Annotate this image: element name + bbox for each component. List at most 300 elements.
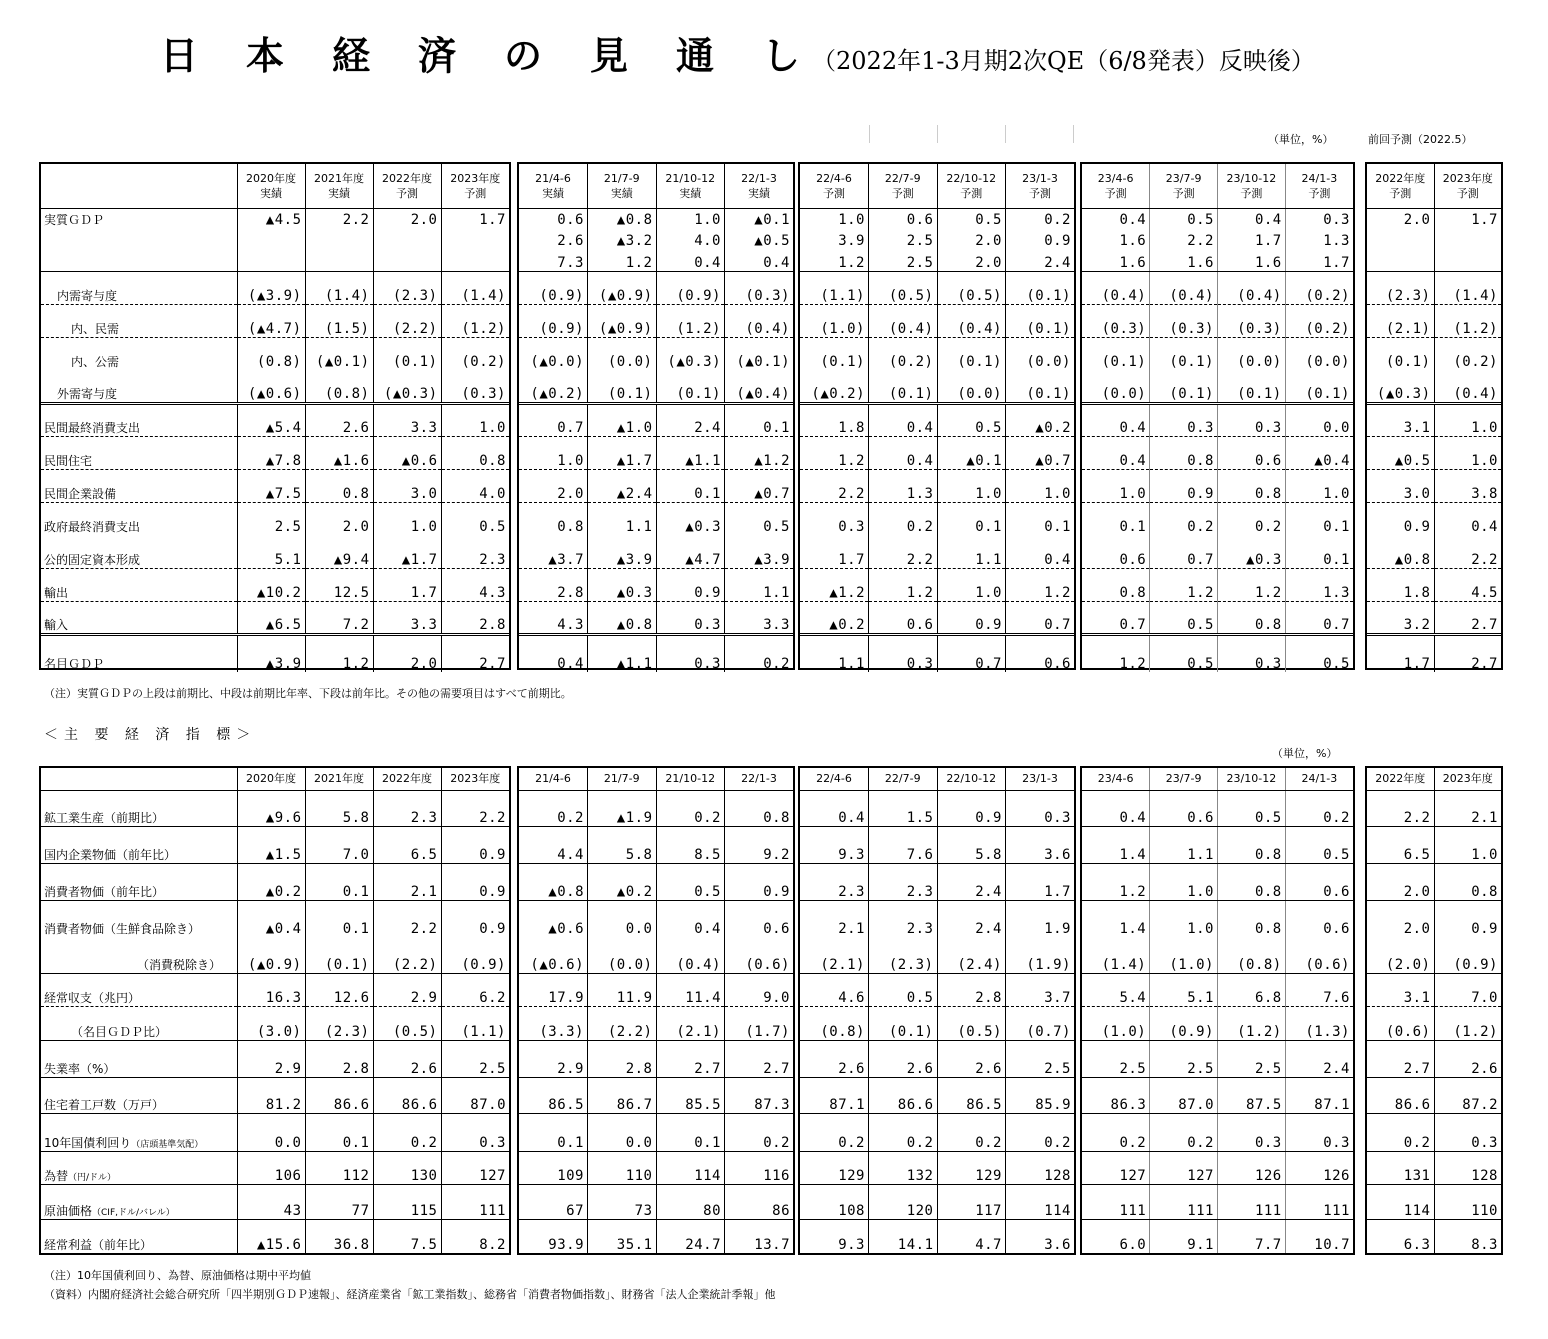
- data-cell: 0.3: [1218, 634, 1286, 672]
- row-label-text: 内需寄与度: [57, 288, 118, 303]
- table-row: [1082, 337, 1353, 370]
- data-cell: 3.1: [1367, 403, 1434, 436]
- header-period: 21/7-9: [603, 171, 640, 185]
- table2-q2-block: [798, 766, 1076, 1255]
- section-title: ＜主 要 経 済 指 標＞: [44, 727, 257, 743]
- row-label: [41, 1007, 237, 1041]
- table-row: [1367, 973, 1501, 1007]
- table-row: [1367, 601, 1501, 634]
- data-cell: 0.2: [1218, 502, 1286, 535]
- table-row: [41, 864, 509, 901]
- data-cell: 0.2: [1150, 502, 1218, 535]
- data-cell: 1.0: [519, 436, 588, 469]
- data-cell: 0.4: [1434, 502, 1501, 535]
- table-row: [1367, 436, 1501, 469]
- data-cell: 2.0: [373, 208, 441, 228]
- data-cell: 0.7: [1285, 601, 1353, 634]
- data-cell: ▲9.6: [237, 790, 305, 827]
- data-cell: 9.3: [800, 827, 869, 864]
- data-cell: 7.7: [1218, 1219, 1286, 1253]
- table-row: [519, 1185, 793, 1220]
- data-cell: 1.8: [800, 403, 869, 436]
- table-row: [41, 304, 509, 337]
- data-cell: 0.1: [305, 864, 373, 901]
- table-row: [41, 370, 509, 403]
- data-cell: 1.1: [588, 502, 657, 535]
- data-cell: (0.1): [1006, 370, 1075, 403]
- data-cell: ▲3.7: [519, 535, 588, 568]
- header-period: 2022年度: [1375, 171, 1426, 185]
- table-row: [1367, 568, 1501, 601]
- row-label: [41, 337, 237, 370]
- header-status: 予測: [1029, 186, 1051, 200]
- table-row: [519, 634, 793, 672]
- data-cell: (▲4.7): [237, 304, 305, 337]
- header-period: 22/1-3: [741, 171, 777, 185]
- data-cell: ▲4.7: [656, 535, 725, 568]
- data-cell: (1.5): [305, 304, 373, 337]
- row-label: [41, 601, 237, 634]
- header-status: 予測: [1172, 186, 1195, 200]
- data-cell: (0.4): [1218, 271, 1286, 304]
- header-period: 23/4-6: [1097, 171, 1134, 185]
- data-cell: ▲3.9: [725, 535, 794, 568]
- table-row: [41, 271, 509, 304]
- header-status: 実績: [748, 186, 770, 200]
- data-cell: 1.7: [1285, 249, 1353, 271]
- data-cell: (0.2): [1285, 304, 1353, 337]
- data-cell: (1.2): [1434, 304, 1501, 337]
- data-cell: (▲0.9): [237, 937, 305, 974]
- data-cell: (2.4): [937, 937, 1006, 974]
- data-cell: 0.6: [1006, 634, 1075, 672]
- table-row: [1082, 973, 1353, 1007]
- table-row: [519, 1077, 793, 1114]
- table-row: [800, 403, 1074, 436]
- data-cell: 2.9: [237, 1040, 305, 1077]
- data-cell: 2.5: [869, 249, 938, 271]
- data-cell: (▲0.3): [656, 337, 725, 370]
- data-cell: 1.0: [1082, 469, 1150, 502]
- data-cell: 0.3: [1218, 1114, 1286, 1152]
- row-label: [41, 568, 237, 601]
- table-row: [41, 403, 509, 436]
- column-header: 24/1-3: [1285, 768, 1353, 790]
- table-row: [519, 228, 793, 249]
- data-cell: 7.0: [305, 827, 373, 864]
- data-cell: 5.8: [305, 790, 373, 827]
- column-header: [1285, 164, 1353, 208]
- row-label-sub: （店頭基準気配）: [131, 1139, 204, 1150]
- table-row: [1082, 436, 1353, 469]
- data-cell: 0.2: [1367, 1114, 1434, 1152]
- table-row: [41, 1151, 509, 1185]
- row-label-text: 民間企業設備: [44, 486, 117, 501]
- table-row: [519, 403, 793, 436]
- data-cell: 2.4: [1006, 249, 1075, 271]
- data-cell: [441, 228, 509, 249]
- data-cell: ▲1.2: [800, 568, 869, 601]
- data-cell: 2.0: [937, 249, 1006, 271]
- table-row: [41, 937, 509, 974]
- table-row: [1367, 403, 1501, 436]
- column-header: [937, 164, 1006, 208]
- row-label-text: 住宅着工戸数（万戸）: [44, 1098, 165, 1113]
- table-row: [1082, 937, 1353, 974]
- data-cell: 2.5: [1150, 1040, 1218, 1077]
- data-cell: 2.2: [869, 535, 938, 568]
- column-header: [237, 164, 305, 208]
- data-cell: (0.6): [1285, 937, 1353, 974]
- data-cell: 6.5: [373, 827, 441, 864]
- table-row: [800, 1007, 1074, 1041]
- data-cell: ▲0.6: [548, 920, 584, 937]
- table-row: [41, 436, 509, 469]
- table-row: [1367, 827, 1501, 864]
- table-row: [800, 900, 1074, 937]
- table2-q2-table: [800, 768, 1074, 1253]
- data-cell: (2.1): [1367, 304, 1434, 337]
- row-label-text: 内、民需: [71, 321, 120, 336]
- table1-note: （注）実質ＧＤＰの上段は前期比、中段は前期比年率、下段は前年比。その他の需要項目はすべて前期比。: [44, 687, 572, 700]
- data-cell: (0.6): [725, 937, 794, 974]
- data-cell: 0.1: [519, 1114, 588, 1152]
- data-cell: 6.3: [1403, 1237, 1431, 1253]
- table-row: [519, 864, 793, 901]
- data-cell: 128: [1006, 1151, 1075, 1185]
- data-cell: 0.9: [937, 790, 1006, 827]
- data-cell: 1.0: [1434, 403, 1501, 436]
- data-cell: (1.2): [1434, 1007, 1501, 1041]
- header-period: 22/4-6: [816, 171, 852, 185]
- data-cell: ▲0.3: [1218, 535, 1286, 568]
- row-label-text: 内、公需: [71, 355, 120, 369]
- column-header: 2021年度: [305, 768, 373, 790]
- data-cell: 17.9: [519, 973, 588, 1007]
- data-cell: 1.7: [800, 535, 869, 568]
- data-cell: 5.1: [237, 535, 305, 568]
- data-cell: (2.0): [1367, 937, 1434, 974]
- data-cell: 0.4: [656, 249, 725, 271]
- data-cell: (0.0): [588, 337, 657, 370]
- table1-annual-block: [39, 162, 511, 670]
- table-row: [800, 601, 1074, 634]
- data-cell: 111: [1082, 1185, 1150, 1220]
- data-cell: 0.2: [937, 1114, 1006, 1152]
- data-cell: 116: [725, 1151, 794, 1185]
- data-cell: (0.2): [441, 337, 509, 370]
- data-cell: 0.6: [1285, 900, 1353, 937]
- table1-header-blank: [41, 164, 237, 208]
- data-cell: 0.7: [1082, 601, 1150, 634]
- data-cell: (0.0): [1218, 337, 1286, 370]
- table-row: [41, 568, 509, 601]
- data-cell: ▲3.2: [588, 228, 657, 249]
- table-row: [1082, 790, 1353, 827]
- data-cell: 0.5: [869, 973, 938, 1007]
- column-header: [656, 164, 725, 208]
- data-cell: 4.4: [519, 827, 588, 864]
- table-row: [519, 271, 793, 304]
- data-cell: 2.0: [1403, 212, 1431, 228]
- data-cell: 0.2: [1082, 1114, 1150, 1152]
- unit-label: （単位，%）: [1268, 133, 1334, 146]
- data-cell: 2.8: [937, 973, 1006, 1007]
- data-cell: 6.2: [441, 973, 509, 1007]
- data-cell: (1.0): [800, 304, 869, 337]
- table-row: [519, 937, 793, 974]
- data-cell: 3.3: [373, 601, 441, 634]
- data-cell: 87.1: [1285, 1077, 1353, 1114]
- data-cell: 0.8: [1082, 568, 1150, 601]
- data-cell: 110: [1434, 1185, 1501, 1220]
- data-cell: 9.2: [725, 827, 794, 864]
- data-cell: 1.0: [1150, 864, 1218, 901]
- data-cell: 130: [373, 1151, 441, 1185]
- table-row: [41, 249, 509, 271]
- data-cell: (0.1): [373, 337, 441, 370]
- data-cell: 2.5: [237, 502, 305, 535]
- data-cell: 0.4: [1082, 790, 1150, 827]
- table-row: [800, 469, 1074, 502]
- row-label: [41, 1114, 237, 1152]
- table-row: [1082, 900, 1353, 937]
- data-cell: 1.5: [869, 790, 938, 827]
- header-status: 予測: [891, 186, 914, 200]
- data-cell: 111: [1150, 1185, 1218, 1220]
- table-row: [1367, 502, 1501, 535]
- header-period: 22/10-12: [946, 171, 997, 185]
- data-cell: 2.7: [441, 634, 509, 672]
- header-status: 実績: [542, 186, 564, 200]
- data-cell: 0.5: [1285, 634, 1353, 672]
- table-row: [519, 436, 793, 469]
- row-label-text: 政府最終消費支出: [44, 520, 141, 534]
- data-cell: 10.7: [1285, 1219, 1353, 1253]
- data-cell: 1.4: [1119, 920, 1147, 937]
- header-period: 2020年度: [246, 171, 296, 185]
- column-header: [869, 164, 938, 208]
- data-cell: 0.7: [519, 403, 588, 436]
- data-cell: 35.1: [588, 1219, 657, 1253]
- data-cell: 4.0: [441, 469, 509, 502]
- row-label: [41, 1219, 237, 1253]
- data-cell: (0.1): [1385, 354, 1431, 370]
- data-cell: 4.3: [441, 568, 509, 601]
- data-cell: [237, 228, 305, 249]
- data-cell: ▲0.1: [937, 436, 1006, 469]
- table-row: [41, 900, 509, 937]
- data-cell: 1.0: [373, 502, 441, 535]
- data-cell: (1.3): [1285, 1007, 1353, 1041]
- data-cell: 1.2: [588, 249, 657, 271]
- table-row: [41, 827, 509, 864]
- table-row: [800, 535, 1074, 568]
- data-cell: 1.7: [373, 568, 441, 601]
- table-row: [1367, 271, 1501, 304]
- data-cell: 2.8: [441, 601, 509, 634]
- data-cell: 87.5: [1218, 1077, 1286, 1114]
- data-cell: 3.7: [1006, 973, 1075, 1007]
- data-cell: 1.0: [937, 469, 1006, 502]
- table-row: [41, 601, 509, 634]
- table2-annual-table: [41, 768, 509, 1253]
- data-cell: (0.9): [519, 304, 588, 337]
- row-label-text: 失業率（%）: [44, 1061, 116, 1076]
- data-cell: 86.6: [305, 1077, 373, 1114]
- data-cell: ▲4.5: [237, 208, 305, 228]
- data-cell: 2.7: [1367, 1040, 1434, 1077]
- data-cell: 0.4: [1082, 436, 1150, 469]
- data-cell: 4.5: [1434, 568, 1501, 601]
- data-cell: (1.0): [1082, 1007, 1150, 1041]
- row-label-text: 民間最終消費支出: [44, 420, 141, 435]
- table-row: [800, 208, 1074, 228]
- data-cell: 2.5: [1006, 1040, 1075, 1077]
- data-cell: 0.9: [441, 827, 509, 864]
- data-cell: (0.4): [725, 304, 794, 337]
- data-cell: ▲6.5: [237, 601, 305, 634]
- table-row: [1082, 1185, 1353, 1220]
- header-status: 実績: [679, 186, 702, 200]
- data-cell: 0.3: [1285, 1114, 1353, 1152]
- data-cell: 8.2: [441, 1219, 509, 1253]
- data-cell: ▲0.3: [588, 568, 657, 601]
- data-cell: 129: [800, 1151, 869, 1185]
- data-cell: 5.8: [937, 827, 1006, 864]
- header-status: 実績: [610, 186, 633, 200]
- data-cell: 4.0: [656, 228, 725, 249]
- data-cell: (0.1): [1150, 337, 1218, 370]
- row-label: [41, 864, 237, 901]
- data-cell: 7.5: [373, 1219, 441, 1253]
- data-cell: 2.7: [656, 1040, 725, 1077]
- data-cell: (0.1): [1006, 271, 1075, 304]
- data-cell: (1.9): [1006, 937, 1075, 974]
- data-cell: ▲3.9: [588, 535, 657, 568]
- row-label-text: 10年国債利回り: [44, 1135, 132, 1150]
- data-cell: 1.2: [800, 249, 869, 271]
- data-cell: 0.9: [441, 864, 509, 901]
- data-cell: (1.1): [441, 1007, 509, 1041]
- row-label-text: 経常利益（前年比）: [44, 1238, 153, 1252]
- title-main: 日本経済の見通し: [160, 34, 849, 78]
- table1-q3-table: [1082, 164, 1353, 672]
- data-cell: (▲0.1): [305, 337, 373, 370]
- table-row: [41, 973, 509, 1007]
- data-cell: (▲0.4): [725, 370, 794, 403]
- table1-q1-block: [517, 162, 795, 670]
- table-row: [519, 469, 793, 502]
- data-cell: ▲1.5: [237, 827, 305, 864]
- data-cell: (▲0.2): [519, 370, 588, 403]
- data-cell: (0.1): [305, 937, 373, 974]
- table-row: [1082, 1219, 1353, 1253]
- data-cell: 11.4: [656, 973, 725, 1007]
- data-cell: 2.2: [305, 208, 373, 228]
- data-cell: 117: [937, 1185, 1006, 1220]
- row-label-text: 公的固定資本形成: [44, 552, 141, 567]
- row-label-text: 輸出: [44, 585, 69, 600]
- data-cell: 0.2: [800, 1114, 869, 1152]
- data-cell: 0.5: [1150, 601, 1218, 634]
- data-cell: 2.0: [1367, 864, 1434, 901]
- data-cell: 86.5: [519, 1077, 588, 1114]
- data-cell: (▲0.3): [373, 370, 441, 403]
- table-row: [1367, 228, 1501, 249]
- table-row: [1367, 634, 1501, 672]
- row-label: [41, 403, 237, 436]
- data-cell: (0.1): [588, 370, 657, 403]
- table2-header-blank: [41, 768, 237, 790]
- table-row: [41, 1040, 509, 1077]
- table-row: [519, 973, 793, 1007]
- data-cell: 86.6: [869, 1077, 938, 1114]
- data-cell: 0.3: [1434, 1114, 1501, 1152]
- table1-q2-block: [798, 162, 1076, 670]
- data-cell: 2.8: [588, 1040, 657, 1077]
- data-cell: 0.8: [441, 436, 509, 469]
- previous-forecast-label: 前回予測（2022.5）: [1368, 133, 1473, 146]
- row-label: [41, 304, 237, 337]
- data-cell: 0.0: [588, 900, 657, 937]
- data-cell: 0.2: [869, 502, 938, 535]
- table-row: [519, 304, 793, 337]
- data-cell: 0.0: [1285, 403, 1353, 436]
- data-cell: (0.1): [1285, 370, 1353, 403]
- data-cell: 1.0: [1434, 827, 1501, 864]
- table-row: [519, 249, 793, 271]
- data-cell: (0.9): [519, 271, 588, 304]
- table-row: [1367, 1114, 1501, 1152]
- data-cell: 0.6: [725, 900, 794, 937]
- data-cell: 1.4: [1082, 827, 1150, 864]
- table1-q2-table: [800, 164, 1074, 672]
- row-label-text: 外需寄与度: [57, 386, 118, 401]
- data-cell: 1.2: [1006, 568, 1075, 601]
- data-cell: 2.0: [937, 228, 1006, 249]
- header-period: 21/4-6: [535, 171, 571, 185]
- row-label-text: 為替: [44, 1169, 69, 1184]
- data-cell: (0.3): [1082, 304, 1150, 337]
- data-cell: (0.5): [937, 1007, 1006, 1041]
- row-label-text: 輸入: [44, 617, 69, 632]
- row-label: [41, 790, 237, 827]
- column-header: [1006, 164, 1075, 208]
- data-cell: ▲2.4: [588, 469, 657, 502]
- table-row: [1367, 304, 1501, 337]
- data-cell: (0.0): [937, 370, 1006, 403]
- data-cell: 2.6: [305, 403, 373, 436]
- table-row: [1082, 864, 1353, 901]
- data-cell: ▲0.8: [1367, 535, 1434, 568]
- header-status: 予測: [1389, 186, 1412, 200]
- data-cell: (1.4): [1082, 937, 1150, 974]
- header-period: 23/10-12: [1226, 171, 1277, 185]
- data-cell: (0.4): [937, 304, 1006, 337]
- data-cell: 0.8: [557, 519, 584, 535]
- data-cell: 0.5: [656, 864, 725, 901]
- data-cell: 0.5: [725, 502, 794, 535]
- data-cell: (1.2): [656, 304, 725, 337]
- table-row: [800, 249, 1074, 271]
- table-row: [800, 1185, 1074, 1220]
- data-cell: 120: [869, 1185, 938, 1220]
- table-row: [1367, 790, 1501, 827]
- data-cell: 1.6: [1218, 249, 1286, 271]
- data-cell: 86.6: [373, 1077, 441, 1114]
- data-cell: (0.5): [937, 271, 1006, 304]
